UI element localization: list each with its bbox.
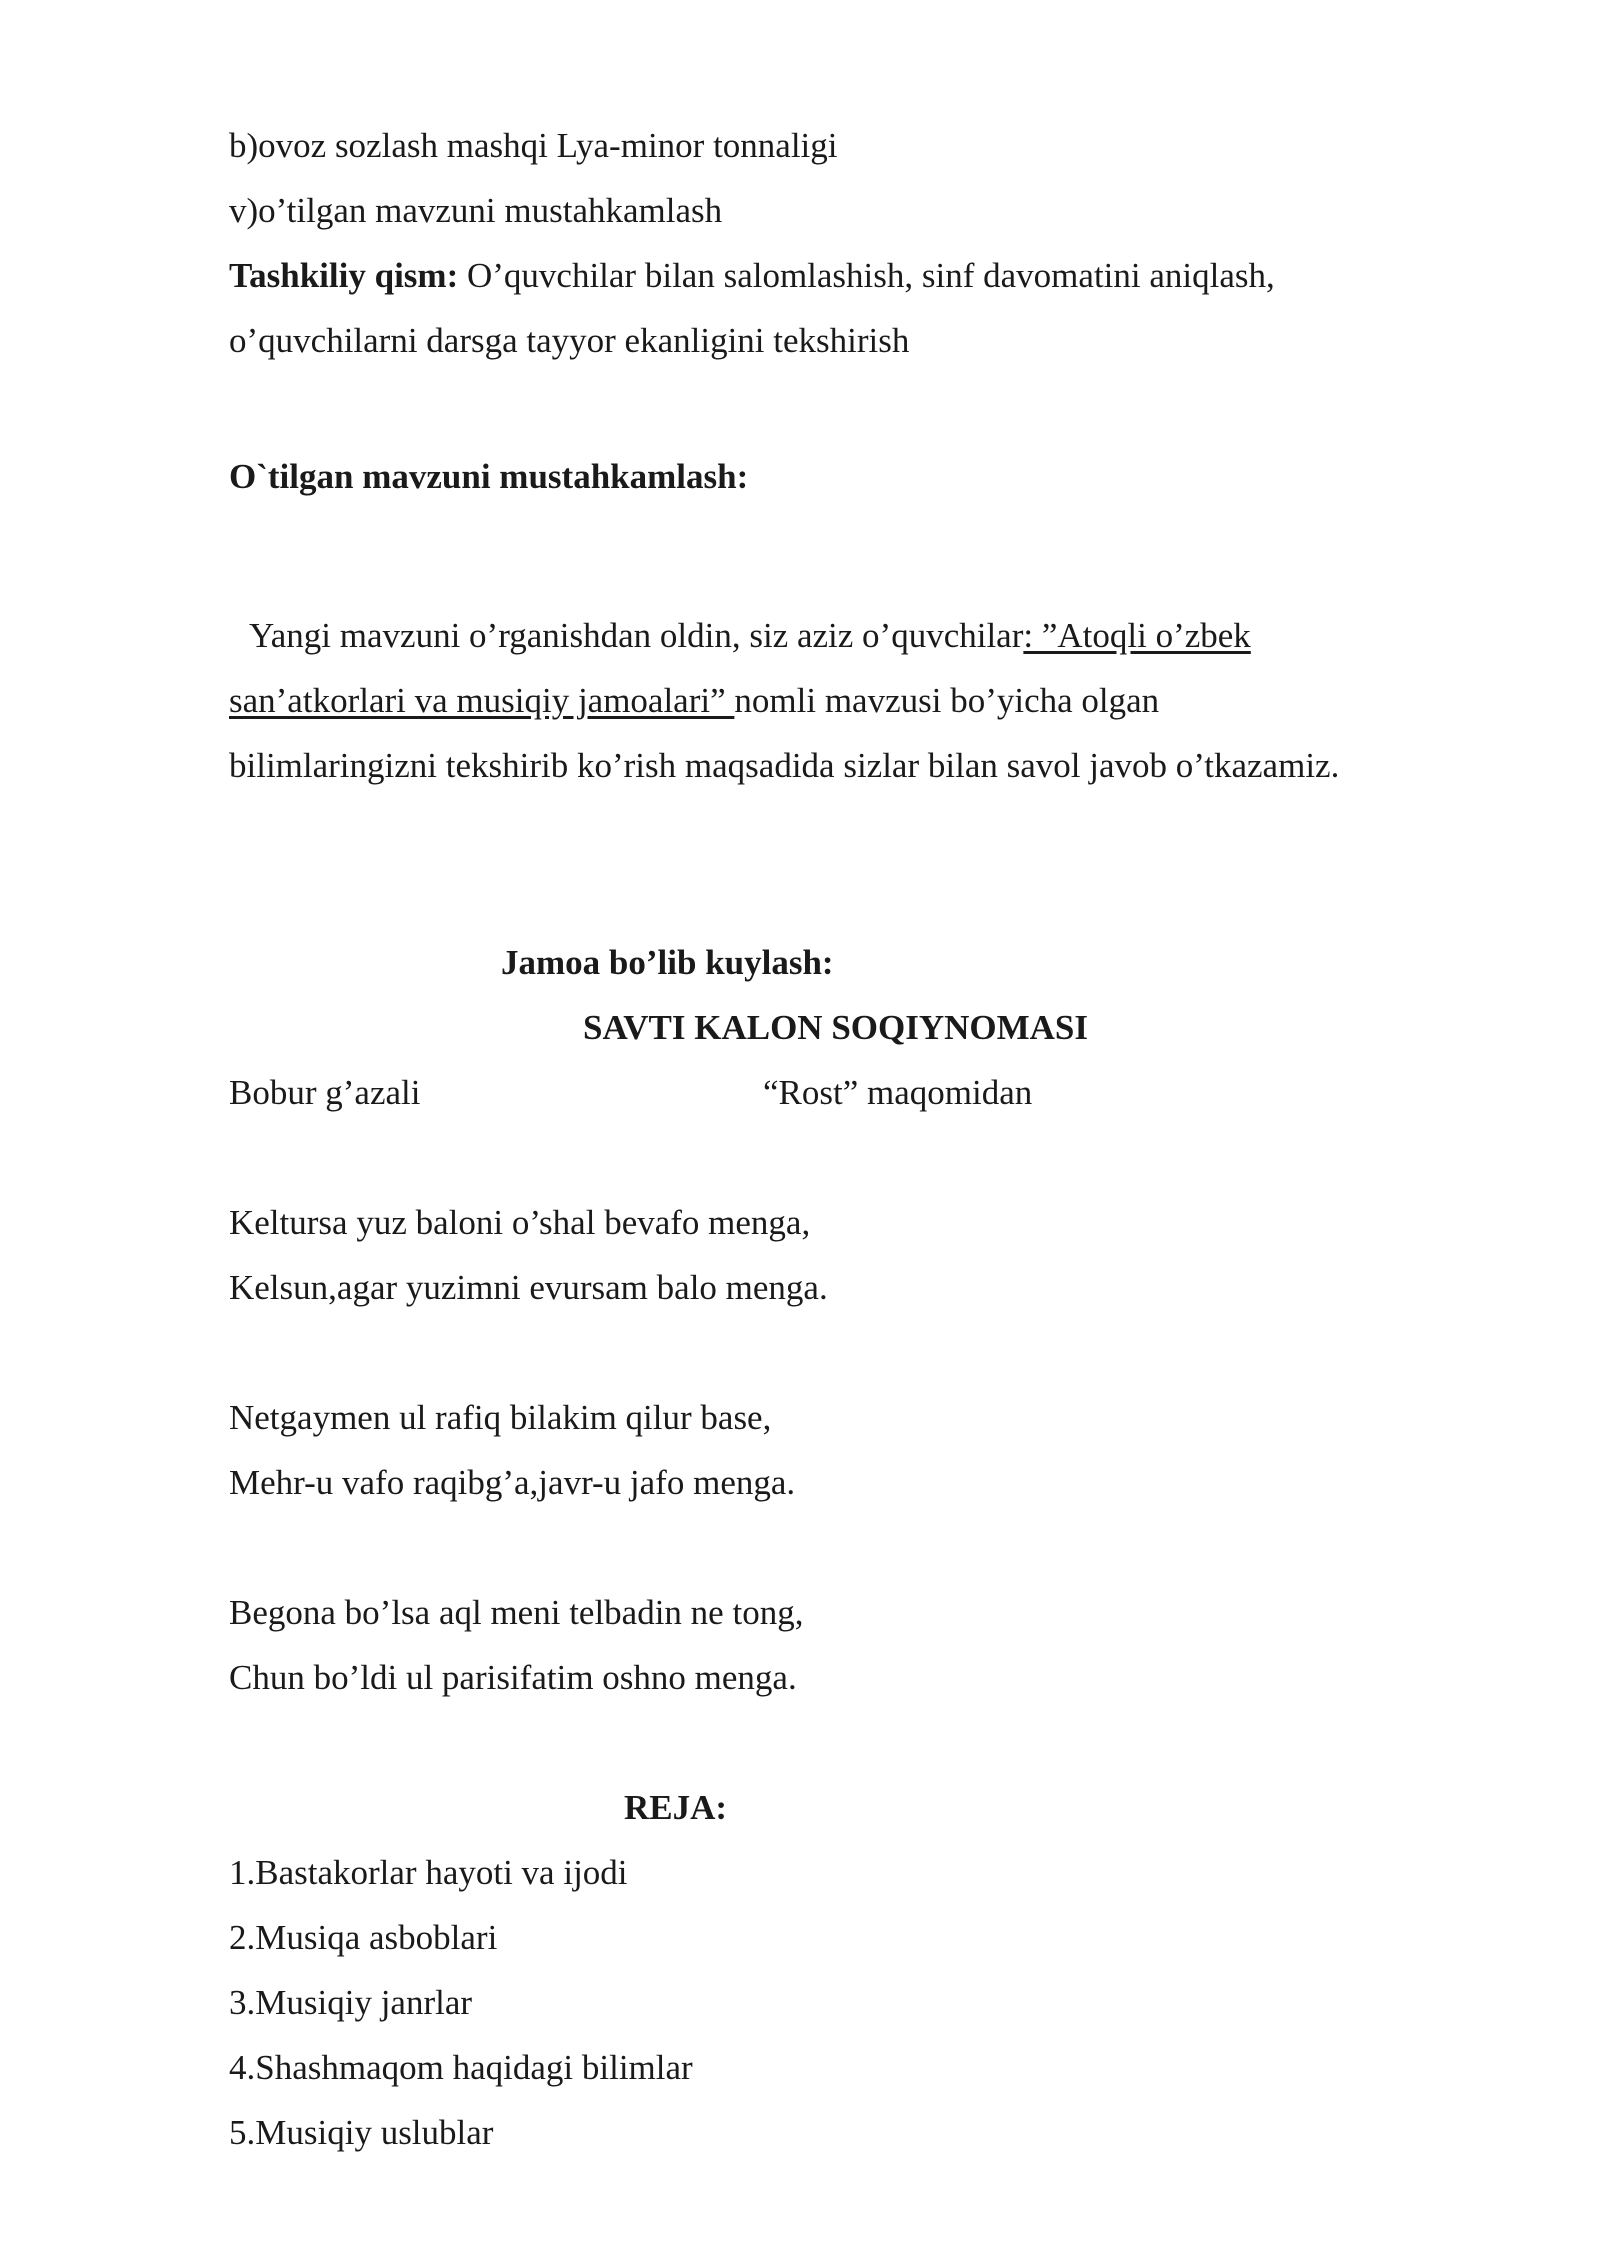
review-text-a: Yangi mavzuni o’rganishdan oldin, siz aziz o’quvchilar [249,616,1024,655]
review-paragraph-line-2 [229,683,1159,718]
intro-line-b: b)ovoz sozlash mashqi Lya-minor tonnaligi [229,126,838,165]
review-topic-underlined-2: san’atkorlari va musiqiy jamoalari” [229,681,735,720]
intro-line-v: v)o’tilgan mavzuni mustahkamlash [229,191,723,230]
plan-item-2: 2.Musiqa asboblari [229,1918,498,1957]
plan-item-5: 5.Musiqiy uslublar [229,2113,494,2152]
song-title: SAVTI KALON SOQIYNOMASI [583,1008,1089,1047]
tashkiliy-text-line-2: o’quvchilarni darsga tayyor ekanligini tekshirish [229,321,910,360]
plan-item-3: 3.Musiqiy janrlar [229,1983,473,2022]
plan-item-1: 1.Bastakorlar hayoti va ijodi [229,1853,628,1892]
stanza-1-line-1: Keltursa yuz baloni o’shal bevafo menga, [229,1203,811,1242]
stanza-3-line-2: Chun bo’ldi ul parisifatim oshno menga. [229,1658,797,1697]
stanza-2-line-1: Netgaymen ul rafiq bilakim qilur base, [229,1398,772,1437]
review-text-b: nomli mavzusi bo’yicha olgan [734,681,1160,720]
review-paragraph-line-3: bilimlaringizni tekshirib ko’rish maqsadida sizlar bilan savol javob o’tkazamiz. [229,746,1340,785]
review-topic-underlined-1: : ”Atoqli o’zbek [1023,616,1251,655]
song-author: Bobur g’azali [229,1073,421,1112]
tashkiliy-text: O’quvchilar bilan salomlashish, sinf davomatini aniqlash, [458,256,1275,295]
plan-item-4: 4.Shashmaqom haqidagi bilimlar [229,2048,693,2087]
song-source: “Rost” maqomidan [763,1073,1033,1112]
song-heading: Jamoa bo’lib kuylash: [501,943,834,982]
stanza-1-line-2: Kelsun,agar yuzimni evursam balo menga. [229,1268,828,1307]
review-paragraph-line-1 [249,618,1251,653]
tashkiliy-label: Tashkiliy qism: [229,256,459,295]
plan-heading: REJA: [624,1788,728,1827]
tashkiliy-paragraph [229,258,1275,293]
stanza-2-line-2: Mehr-u vafo raqibg’a,javr-u jafo menga. [229,1463,796,1502]
stanza-3-line-1: Begona bo’lsa aql meni telbadin ne tong, [229,1593,804,1632]
review-heading: O`tilgan mavzuni mustahkamlash: [229,457,749,496]
